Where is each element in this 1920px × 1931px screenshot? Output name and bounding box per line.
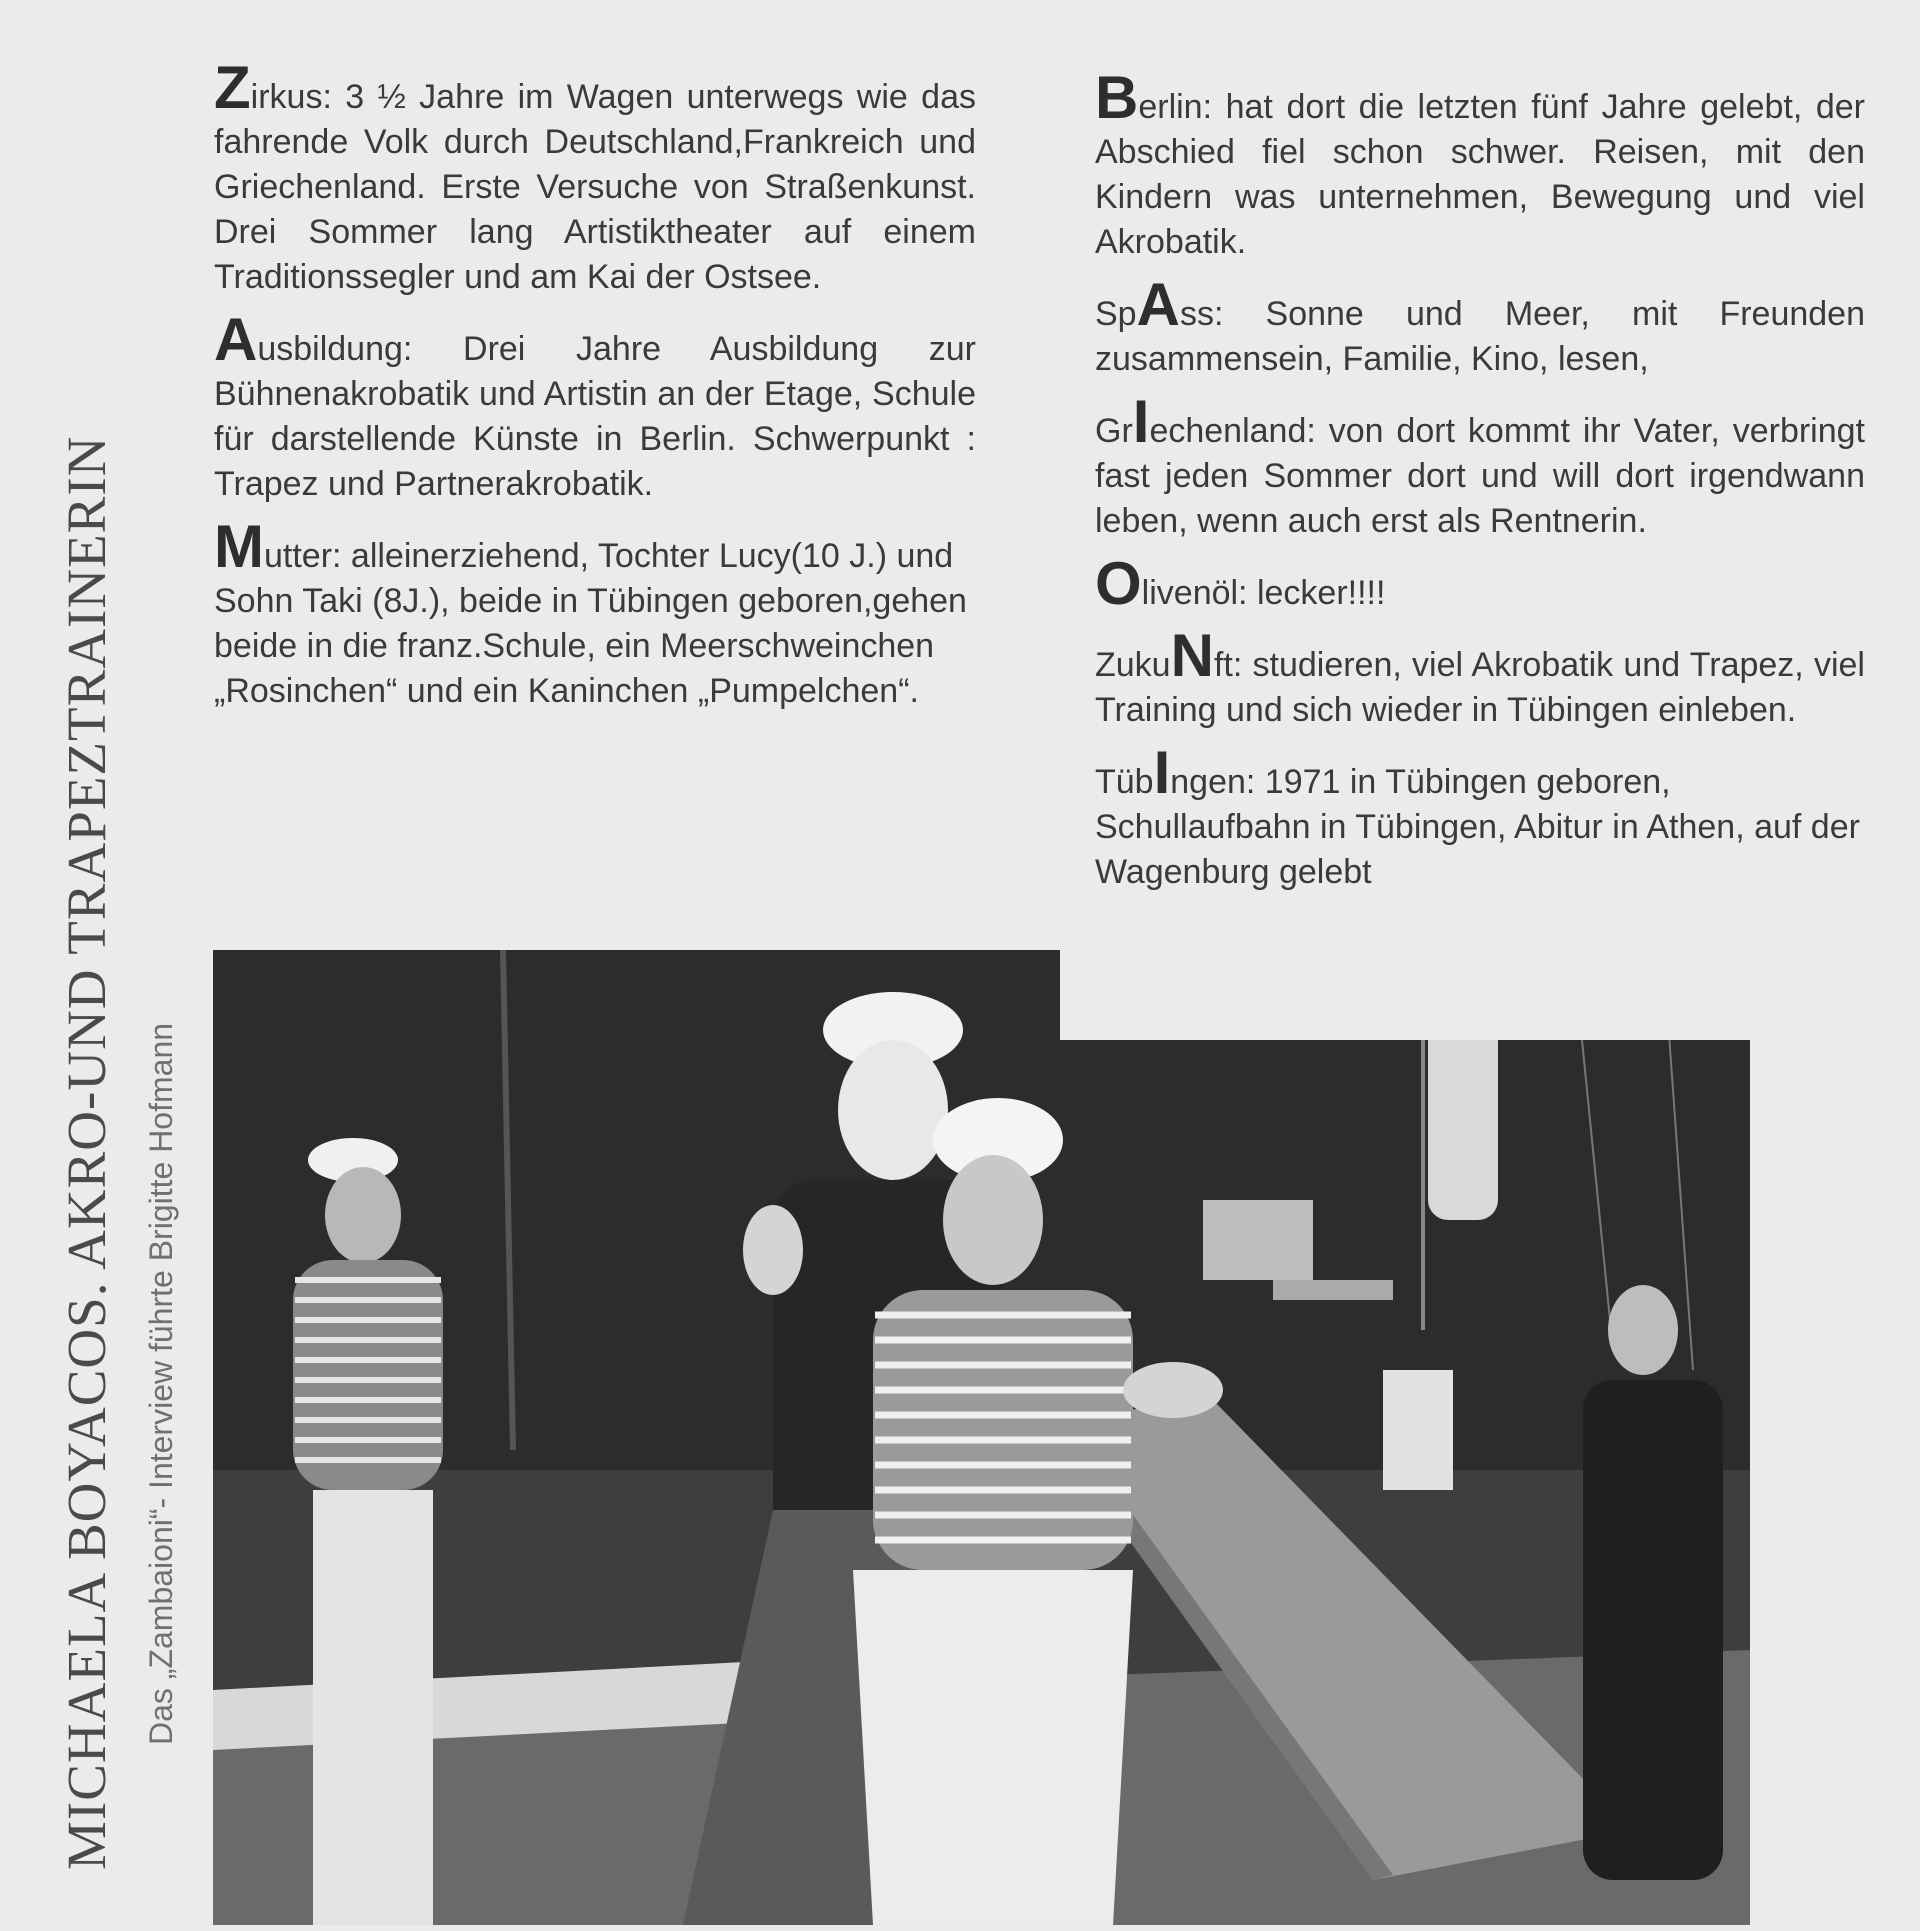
paragraph-olivenoel (1095, 550, 1865, 617)
drop-letter: A (1136, 271, 1180, 338)
paragraph-text: echenland: von dort kommt ihr Vater, verbringt fast jeden Sommer dort und will dort irgendwann leben, wenn auch erst als Rentnerin. (1095, 412, 1865, 540)
paragraph-tuebingen (1095, 739, 1865, 895)
drop-letter: Z (214, 54, 251, 121)
paragraph-zukunft (1095, 622, 1865, 733)
drop-letter: O (1095, 550, 1142, 617)
paragraph-griechenland (1095, 388, 1865, 544)
drop-letter: A (214, 306, 258, 373)
paragraph-prefix: Sp (1095, 295, 1137, 333)
paragraph-text: erlin: hat dort die letzten fünf Jahre gelebt, der Abschied fiel schon schwer. Reisen, mit den Kindern was unternehmen, Bewegung und viel Akrobatik. (1095, 88, 1865, 261)
paragraph-text: ss: Sonne und Meer, mit Freunden zusammensein, Familie, Kino, lesen, (1095, 295, 1865, 378)
paragraph-text: utter: alleinerziehend, Tochter Lucy(10 J.) und Sohn Taki (8J.), beide in Tübingen geboren,gehen beide in die franz.Schule, ein Meerschweinchen „Rosinchen“ und ein Kaninchen „Pumpelchen“. (214, 537, 967, 710)
drop-letter: B (1095, 64, 1139, 131)
paragraph-text: ft: studieren, viel Akrobatik und Trapez, viel Training und sich wieder in Tübingen einleben. (1095, 646, 1865, 729)
drop-letter: M (214, 513, 264, 580)
paragraph-prefix: Tüb (1095, 763, 1154, 801)
paragraph-text: livenöl: lecker!!!! (1141, 574, 1386, 612)
article-title: MICHAELA BOYACOS. AKRO-UND TRAPEZTRAINERIN (56, 435, 117, 1870)
paragraph-text: ngen: 1971 in Tübingen geboren, Schullaufbahn in Tübingen, Abitur in Athen, auf der Wagenburg gelebt (1095, 763, 1860, 891)
photo-notch (1060, 950, 1750, 1040)
paragraph-spass (1095, 271, 1865, 382)
paragraph-ausbildung (214, 306, 976, 507)
photo-illustration (213, 950, 1750, 1925)
stage-photo (213, 950, 1750, 1925)
paragraph-berlin (1095, 64, 1865, 265)
paragraph-mutter (214, 513, 976, 714)
paragraph-prefix: Gr (1095, 412, 1133, 450)
drop-letter: N (1170, 622, 1214, 689)
right-column (1095, 64, 1865, 915)
paragraph-prefix: Zuku (1095, 646, 1171, 684)
drop-letter: I (1153, 739, 1171, 806)
left-column (214, 54, 976, 734)
paragraph-text: irkus: 3 ½ Jahre im Wagen unterwegs wie das fahrende Volk durch Deutschland,Frankreich und Griechenland. Erste Versuche von Straßenkunst. Drei Sommer lang Artistiktheater auf einem Traditionssegler und am Kai der Ostsee. (214, 78, 976, 296)
article-byline: Das „Zambaioni“- Interview führte Brigitte Hofmann (143, 1022, 179, 1745)
drop-letter: I (1132, 388, 1150, 455)
paragraph-zirkus (214, 54, 976, 300)
paragraph-text: usbildung: Drei Jahre Ausbildung zur Bühnenakrobatik und Artistin an der Etage, Schule für darstellende Künste in Berlin. Schwerpunkt : Trapez und Partnerakrobatik. (214, 330, 976, 503)
